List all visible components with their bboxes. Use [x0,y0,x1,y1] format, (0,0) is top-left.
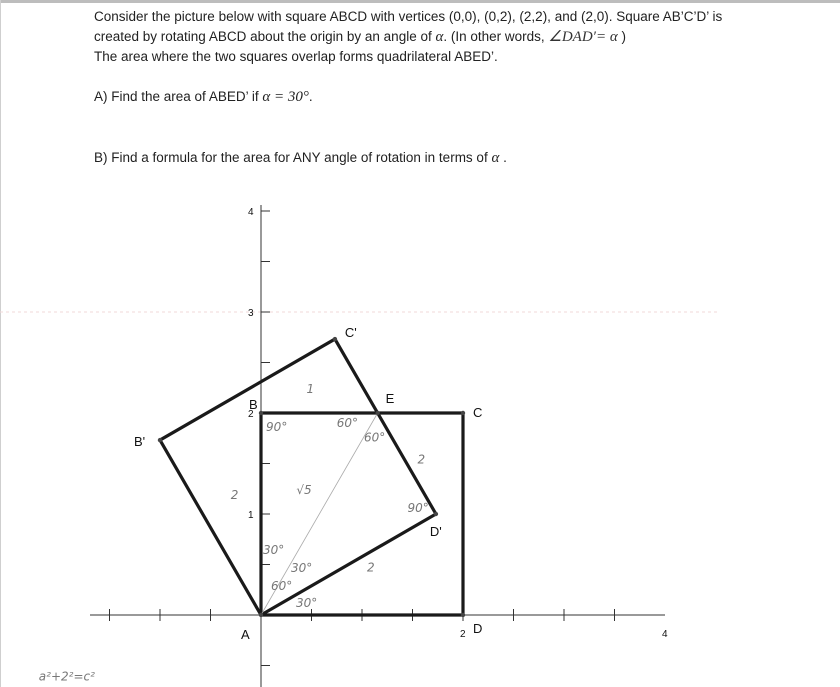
handwritten-note: 60° [271,579,293,593]
handwritten-note: a²+2²=c² [38,669,95,684]
text: ) [617,29,626,44]
handwritten-note: √5 [296,482,312,497]
text: . [308,89,313,104]
point-label-C: C [473,405,483,420]
point-D [461,613,465,617]
x-tick-label: 4 [662,629,668,640]
point-label-D: D [473,621,483,636]
text: . (In other words, [443,29,549,44]
point-label-B: B [249,397,258,412]
handwritten-note: 30° [263,543,285,557]
y-tick-label: 3 [248,308,254,319]
handwritten-note: 30° [291,561,313,575]
point-A [259,613,263,617]
point-B [259,411,263,415]
point-C1 [333,337,337,341]
text: Consider the picture below with square ABCD with vertices (0,0), (0,2), (2,2), and (2,0). Square AB’C’D’ is [94,9,723,24]
y-tick-label: 4 [248,207,254,218]
text: created by rotating ABCD about the origin by an angle of [94,29,436,44]
text: The area where the two squares overlap forms quadrilateral ABED’. [94,49,498,64]
point-E [375,411,379,415]
y-tick-label: 1 [248,510,254,521]
handwritten-note: 2 [367,560,375,575]
point-label-E: E [385,391,395,406]
angle-expression: ∠DAD′= α [548,29,618,45]
point-label-B1: B' [134,434,146,450]
y-tick-label: 2 [248,409,254,420]
text: B) Find a formula for the area for ANY angle of rotation in terms of [94,150,492,165]
handwritten-note: 90° [266,420,288,435]
text: . [499,150,507,165]
alpha-symbol: α [491,150,500,166]
handwritten-note: 60° [336,416,359,431]
point-B1 [158,438,162,442]
handwritten-note: 90° [407,500,429,515]
point-D1 [434,512,438,516]
handwritten-note: 2 [417,452,426,467]
handwritten-note: 2 [230,487,239,502]
handwritten-note: 30° [296,596,318,610]
point-label-A: A [241,627,250,642]
x-tick-label: 2 [460,629,466,640]
text: A) Find the area of ABED’ if [94,89,263,104]
alpha-expression: α = 30° [262,89,309,105]
handwritten-note: 60° [364,430,386,445]
alpha-symbol: α [435,29,444,45]
point-label-D1: D' [429,524,442,539]
handwritten-note: 1 [306,381,315,396]
point-label-C1: C' [344,325,357,341]
point-C [461,411,465,415]
